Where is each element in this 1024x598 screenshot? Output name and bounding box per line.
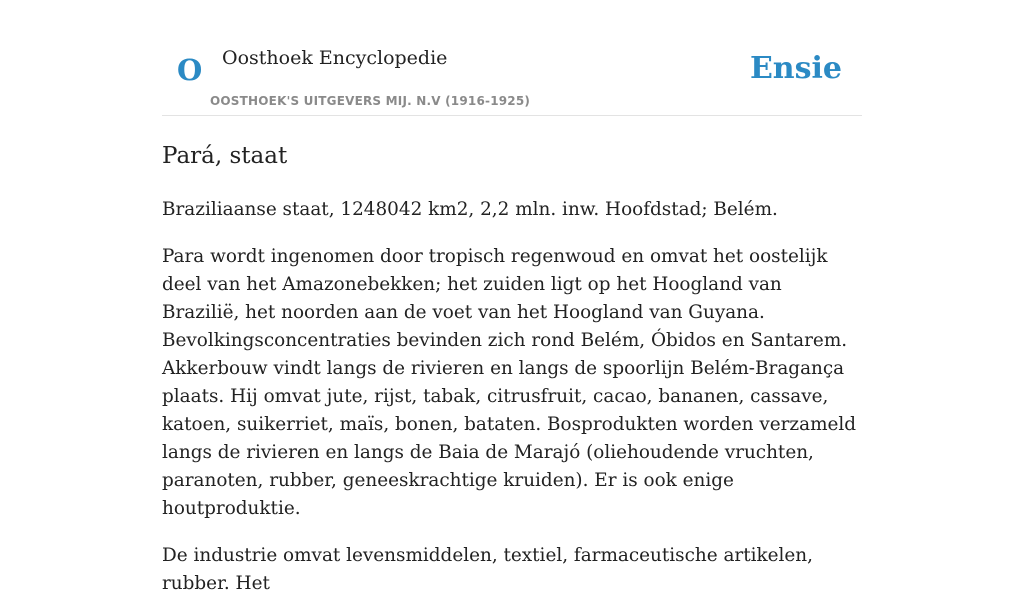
brand-link[interactable]: Ensie: [749, 51, 842, 86]
entry-summary: Braziliaanse staat, 1248042 km2, 2,2 mln. inw. Hoofdstad; Belém.: [162, 199, 778, 220]
publisher-label: OOSTHOEK'S UITGEVERS MIJ. N.V (1916-1925): [210, 94, 531, 108]
entry-title: Pará, staat: [162, 143, 288, 169]
site-header: [162, 0, 862, 116]
entry-content: [162, 140, 862, 598]
page: [162, 0, 862, 598]
site-name[interactable]: Oosthoek Encyclopedie: [222, 47, 448, 69]
entry-paragraph: Para wordt ingenomen door tropisch regenwoud en omvat het oostelijk deel van het Amazonebekken; het zuiden ligt op het Hoogland van Brazilië, het noorden aan de voet van het Hoogland van Guyana. Bevolkingsconcentraties bevinden zich rond Belém, Óbidos en Santarem. Akkerbouw vindt langs de rivieren en langs de spoorlijn Belém-Bragança plaats. Hij omvat jute, rijst, tabak, citrusfruit, cacao, bananen, cassave, katoen, suikerriet, maïs, bonen, bataten. Bosprodukten worden verzameld langs de rivieren en langs de Baia de Marajó (oliehoudende vruchten, paranoten, rubber, geneeskrachtige kruiden). Er is ook enige houtproduktie.: [162, 246, 857, 519]
site-logo[interactable]: O: [177, 53, 203, 87]
entry-paragraph: De industrie omvat levensmiddelen, textiel, farmaceutische artikelen, rubber. Het: [162, 545, 813, 594]
